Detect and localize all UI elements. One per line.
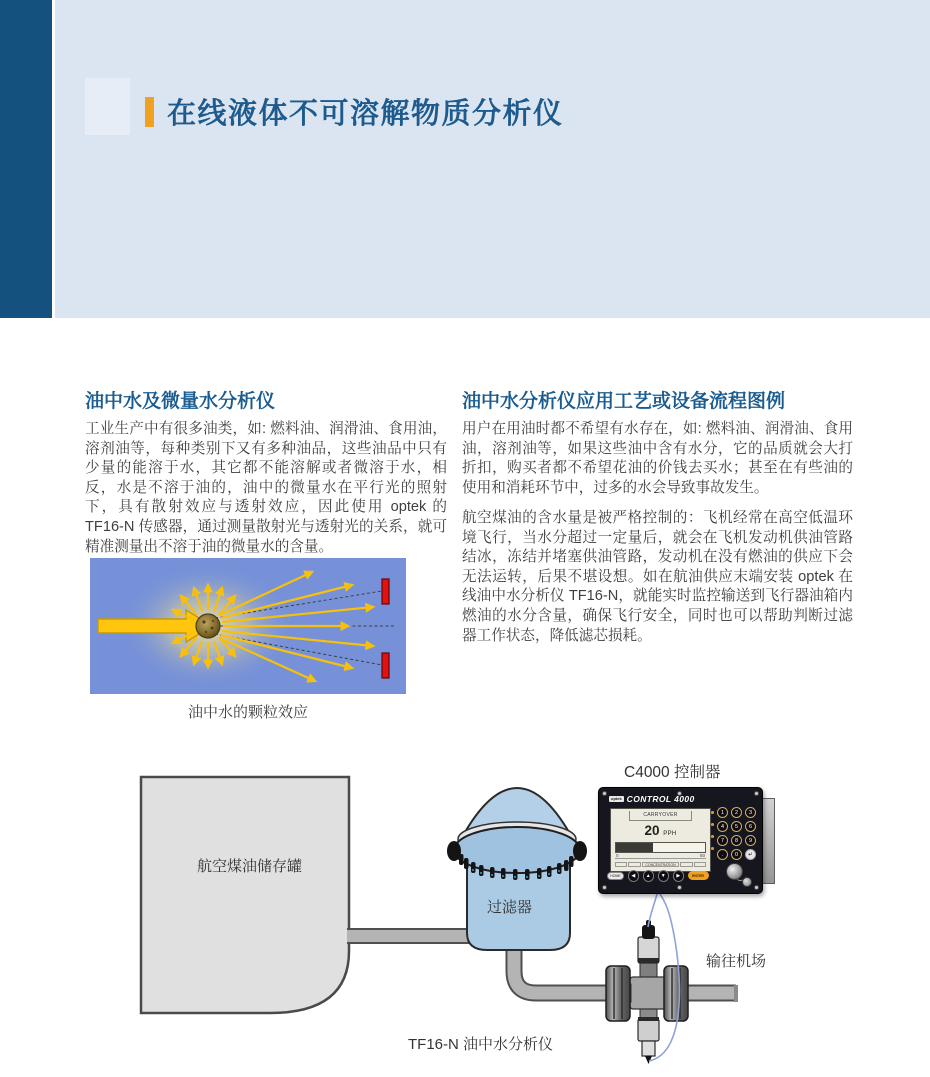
left-section-heading: 油中水及微量水分析仪 [85,391,276,412]
arrow-right-icon: ▶ [673,870,685,882]
tank-label: 航空煤油储存罐 [197,858,303,875]
scale-max: 50 [699,853,705,858]
status-segment [628,862,640,867]
connector-icon [726,863,743,880]
screw-icon [602,885,607,890]
numeric-keypad [717,807,757,861]
tank-shape [141,777,349,1013]
progress-bar [615,842,706,853]
progress-fill [616,843,653,852]
nav-button-row [607,870,709,882]
screw-icon [754,885,759,890]
led-icon [711,835,714,838]
controller-front-panel [598,787,763,894]
scale-row [615,853,706,859]
status-segment [680,862,692,867]
led-icon [711,847,714,850]
controller-header [609,794,695,804]
brand-logo: optek [611,796,622,801]
scale-min: 0 [616,853,619,858]
key-dot: . [717,849,728,860]
key-6: 6 [745,821,756,832]
right-paragraph-2: 航空煤油的含水量是被严格控制的：飞机经常在高空低温环境飞行，当水分超过一定量后，就会在飞机发动机供油管路结冰，冻结并堵塞供油管路，发动机在没有燃油的供应下会无法运转，后果不堪设想。如在航油供应末端安装 optek 在线油中水分析仪 TF16-N，就能实时监控输送到飞行器油箱内燃油的水分含量，确保飞行安全，同时也可以帮助判断过滤器工作状态，降低滤芯损耗。 [462,510,853,644]
key-0: 0 [731,849,742,860]
controller-label: C4000 控制器 [624,764,721,781]
screw-icon [602,791,607,796]
hero-panel [55,0,930,318]
arrow-up-icon: ▲ [643,870,655,882]
left-paragraph: 工业生产中有很多油类，如: 燃料油、润滑油、食用油，溶剂油等，每种类别下又有多种油品，这些油品中只有少量的能溶于水，其它都不能溶解或者微溶于水，相反，水是不溶于油的，油中的微量水在平行光的照射下，具有散射效应与透射效应，因此使用 optek 的 TF16-N 传感器，通过测量散射光与透射光的关系，就可精准测量出不溶于油的微量水的含量。 [85,421,447,555]
key-3: 3 [745,807,756,818]
arrow-left-icon: ◀ [628,870,640,882]
led-icon [711,823,714,826]
output-label: 输往机场 [706,953,767,970]
filter-shape [447,788,587,950]
figure-caption: 油中水的颗粒效应 [187,704,308,721]
model-label: CONTROL 4000 [626,794,695,804]
key-1: 1 [717,807,728,818]
arrow-down-icon: ▼ [658,870,670,882]
particle-scatter-figure [90,558,406,694]
screw-icon [677,885,682,890]
screw-icon [754,791,759,796]
particle-icon [196,614,220,638]
title-row [145,91,564,132]
controller-device [598,787,763,894]
key-4: 4 [717,821,728,832]
key-7: 7 [717,835,728,846]
display-unit: PPH [663,831,677,837]
led-column [711,811,714,850]
right-section-heading: 油中水分析仪应用工艺或设备流程图例 [462,391,786,412]
right-paragraph-1: 用户在用油时都不希望有水存在，如: 燃料油、润滑油、食用油，溶剂油等，如果这些油中含有水分，它的品质就会大打折扣，购买者都不希望花油的价钱去买水；甚至在有些油的使用和消耗环节中，过多的水会导致事故发生。 [462,421,853,496]
key-2: 2 [731,807,742,818]
key-5: 5 [731,821,742,832]
enter-button: ENTER [688,871,709,880]
status-segment [694,862,706,867]
home-button: HOME [607,872,624,880]
display-value [615,823,706,838]
key-enter-icon: ↵ [745,849,756,860]
left-accent-bar [0,0,52,318]
display-number: 20 [644,823,660,838]
key-8: 8 [731,835,742,846]
led-icon [711,811,714,814]
status-segment-label: CONCENTRATION [642,862,679,867]
status-segment [615,862,627,867]
key-9: 9 [745,835,756,846]
page-title: 在线液体不可溶解物质分析仪 [167,98,564,130]
analyzer-caption: TF16-N 油中水分析仪 [408,1036,554,1053]
connector-cap-icon [742,877,752,887]
status-bar [615,862,706,867]
filter-label: 过滤器 [487,899,533,916]
controller-display [610,808,711,872]
display-title: CARRYOVER [629,811,691,821]
title-accent-icon [145,97,154,127]
hero-square [85,78,130,135]
